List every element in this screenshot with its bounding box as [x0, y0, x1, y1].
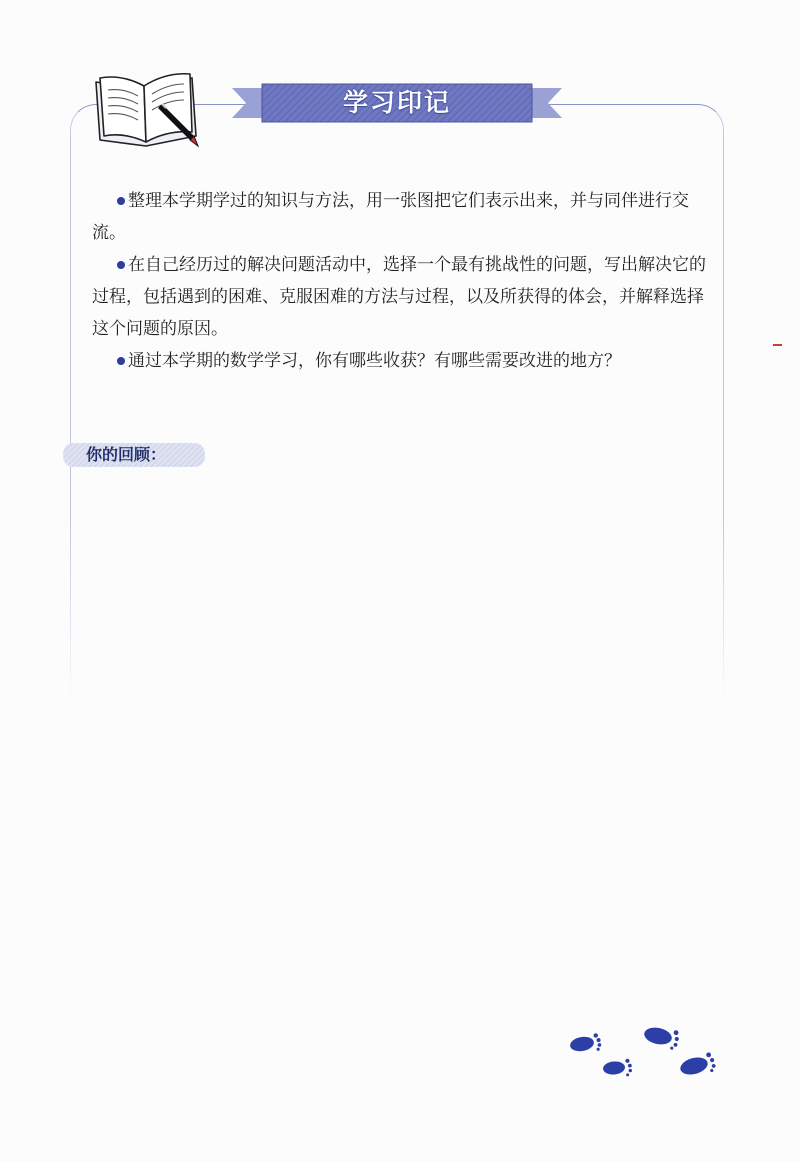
review-label: 你的回顾：: [86, 445, 167, 464]
edge-mark: [773, 344, 782, 346]
list-item-text: 在自己经历过的解决问题活动中，选择一个最有挑战性的问题，写出解决它的过程，包括遇到的困难、克服困难的方法与过程，以及所获得的体会，并解释选择这个问题的原因。: [92, 255, 706, 339]
bullet-dot-icon: [117, 197, 125, 205]
list-item-text: 通过本学期的数学学习，你有哪些收获？有哪些需要改进的地方？: [128, 351, 621, 371]
list-item: [92, 185, 716, 249]
bullet-dot-icon: [117, 357, 125, 365]
open-book-icon: [92, 70, 202, 150]
list-item-text: 整理本学期学过的知识与方法，用一张图把它们表示出来，并与同伴进行交流。: [92, 191, 689, 243]
footprints-icon: [566, 1022, 726, 1082]
section-title: 学习印记: [342, 88, 451, 117]
task-list: [92, 185, 716, 377]
bullet-dot-icon: [117, 261, 125, 269]
list-item: [92, 345, 716, 377]
list-item: [92, 249, 716, 345]
